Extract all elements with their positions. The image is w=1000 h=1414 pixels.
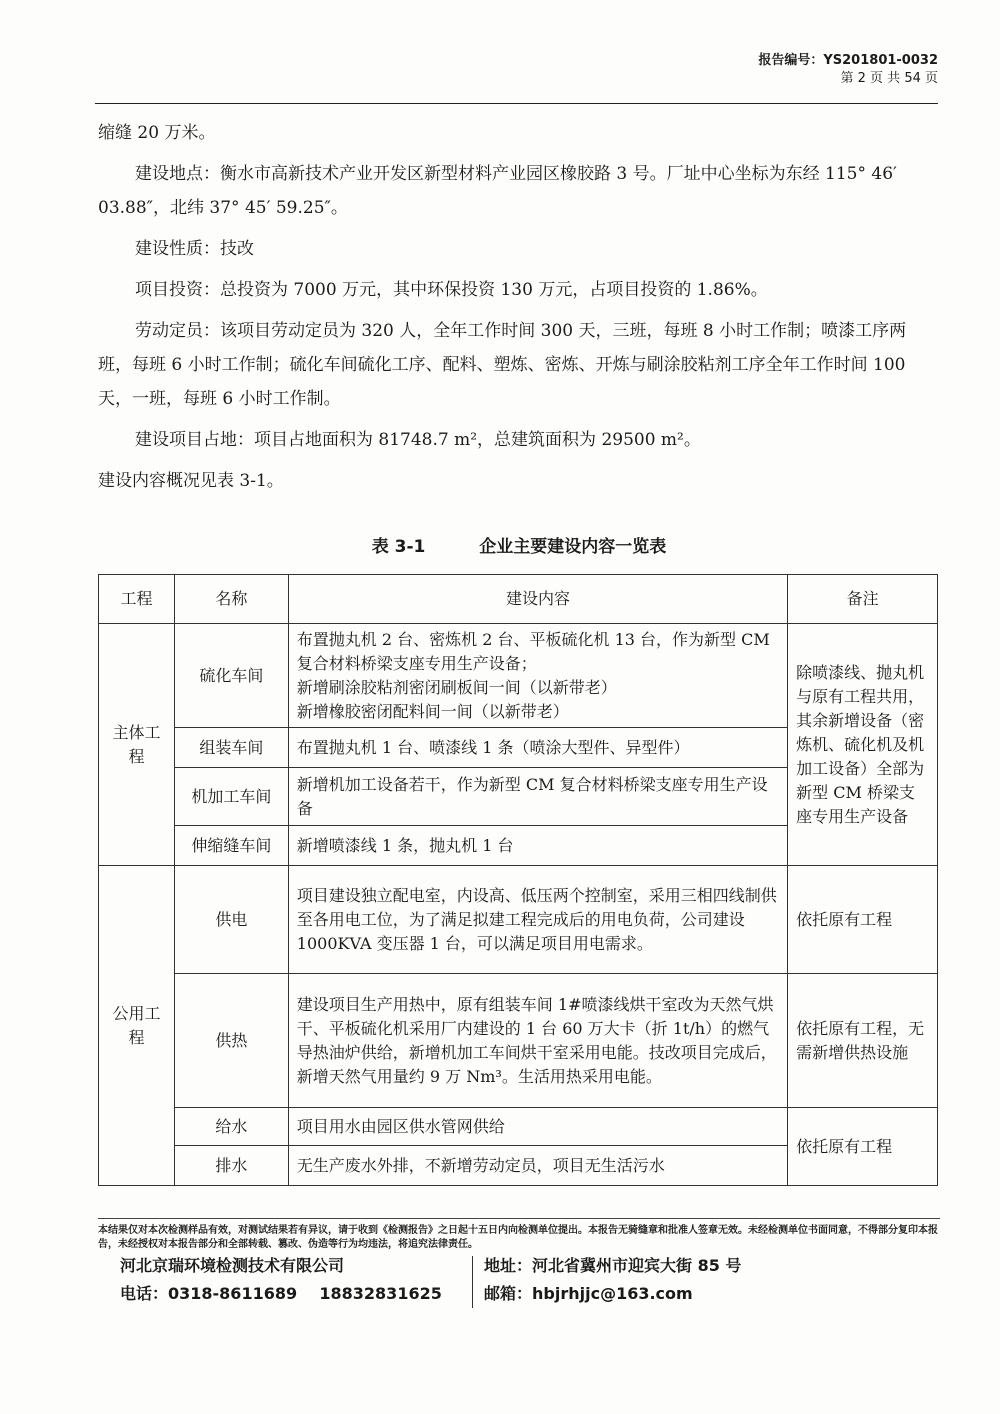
footer-company-block (120, 1252, 442, 1308)
table-row (99, 1108, 938, 1146)
paragraph-table-ref: 建设内容概况见表 3-1。 (98, 471, 284, 491)
row-name: 供电 (174, 866, 288, 974)
paragraph-nature: 建设性质：技改 (135, 239, 254, 259)
row-name: 伸缩缝车间 (174, 826, 288, 866)
table-row (99, 866, 938, 974)
note-water: 依托原有工程 (788, 1108, 938, 1186)
row-content: 建设项目生产用热中，原有组装车间 1#喷漆线烘干室改为天然气烘干、平板硫化机采用厂内建设的 1 台 60 万大卡（折 1t/h）的燃气导热油炉供给，新增机加工车间烘干室采用电能。技改项目完成后，新增天然气用量约 9 万 Nm³。生活用热采用电能。 (288, 974, 787, 1108)
note-power: 依托原有工程 (788, 866, 938, 974)
row-content: 项目用水由园区供水管网供给 (288, 1108, 787, 1146)
group-public: 公用工程 (99, 866, 175, 1186)
company-email: 邮箱：hbjrhjjc@163.com (484, 1284, 693, 1303)
header-eng: 工程 (99, 575, 175, 624)
construction-table (98, 574, 938, 1186)
paragraph-location: 建设地点：衡水市高新技术产业开发区新型材料产业园区橡胶路 3 号。厂址中心坐标为东经 115° 46′ 03.88″，北纬 37° 45′ 59.25″。 (98, 164, 897, 218)
page-info: 第 2 页 共 54 页 (840, 71, 938, 86)
row-name: 排水 (174, 1146, 288, 1186)
row-name: 硫化车间 (174, 624, 288, 728)
document-body (98, 116, 940, 505)
table-header-row (99, 575, 938, 624)
header-content: 建设内容 (288, 575, 787, 624)
paragraph-1: 缩缝 20 万米。 (98, 123, 216, 143)
company-address: 地址：河北省冀州市迎宾大街 85 号 (484, 1256, 742, 1275)
company-name: 河北京瑞环境检测技术有限公司 (120, 1256, 345, 1275)
row-content: 新增喷漆线 1 条，抛丸机 1 台 (288, 826, 787, 866)
table-row (99, 624, 938, 728)
group-main: 主体工程 (99, 624, 175, 866)
table-title: 企业主要建设内容一览表 (479, 537, 667, 557)
table-row (99, 974, 938, 1108)
row-name: 给水 (174, 1108, 288, 1146)
header-note: 备注 (788, 575, 938, 624)
row-content: 项目建设独立配电室，内设高、低压两个控制室，采用三相四线制供至各用电工位，为了满足拟建工程完成后的用电负荷，公司建设 1000KVA 变压器 1 台，可以满足项目用电需求。 (288, 866, 787, 974)
row-name: 组装车间 (174, 728, 288, 768)
row-name: 机加工车间 (174, 768, 288, 826)
row-content: 布置抛丸机 2 台、密炼机 2 台、平板硫化机 13 台，作为新型 CM 复合材料桥梁支座专用生产设备； 新增刷涂胶粘剂密闭刷板间一间（以新带老） 新增橡胶密闭配料间一间（以新带老） (288, 624, 787, 728)
paragraph-area: 建设项目占地：项目占地面积为 81748.7 m²，总建筑面积为 29500 m²。 (135, 430, 701, 450)
report-number: 报告编号：YS201801-0032 (758, 53, 938, 68)
paragraph-staffing: 劳动定员：该项目劳动定员为 320 人，全年工作时间 300 天，三班，每班 8 小时工作制；喷漆工序两班，每班 6 小时工作制；硫化车间硫化工序、配料、塑炼、密炼、开炼与刷涂胶粘剂工序全年工作时间 100 天，一班，每班 6 小时工作制。 (98, 321, 907, 409)
header-rule (95, 103, 938, 104)
row-content: 新增机加工设备若干，作为新型 CM 复合材料桥梁支座专用生产设备 (288, 768, 787, 826)
paragraph-investment: 项目投资：总投资为 7000 万元，其中环保投资 130 万元，占项目投资的 1.86%。 (135, 280, 768, 300)
report-header (758, 52, 938, 88)
company-phone: 电话：0318-8611689 18832831625 (120, 1284, 442, 1303)
table-caption (98, 532, 940, 557)
row-name: 供热 (174, 974, 288, 1108)
footer-rule (98, 1218, 940, 1219)
footer-disclaimer: 本结果仅对本次检测样品有效，对测试结果若有异议，请于收到《检测报告》之日起十五日内向检测单位提出。本报告无骑缝章和批准人签章无效。未经检测单位书面同意，不得部分复印本报告，未经授权对本报告部分和全部转载、篡改、伪造等行为均违法，将追究法律责任。 (98, 1225, 938, 1250)
footer-address-block (484, 1252, 741, 1308)
note-main: 除喷漆线、抛丸机与原有工程共用，其余新增设备（密炼机、硫化机及机加工设备）全部为新型 CM 桥梁支座专用生产设备 (788, 624, 938, 866)
row-content: 无生产废水外排，不新增劳动定员，项目无生活污水 (288, 1146, 787, 1186)
note-heat: 依托原有工程，无需新增供热设施 (788, 974, 938, 1108)
row-content: 布置抛丸机 1 台、喷漆线 1 条（喷涂大型件、异型件） (288, 728, 787, 768)
table-number: 表 3-1 (371, 537, 426, 557)
footer-divider (472, 1256, 473, 1308)
header-name: 名称 (174, 575, 288, 624)
